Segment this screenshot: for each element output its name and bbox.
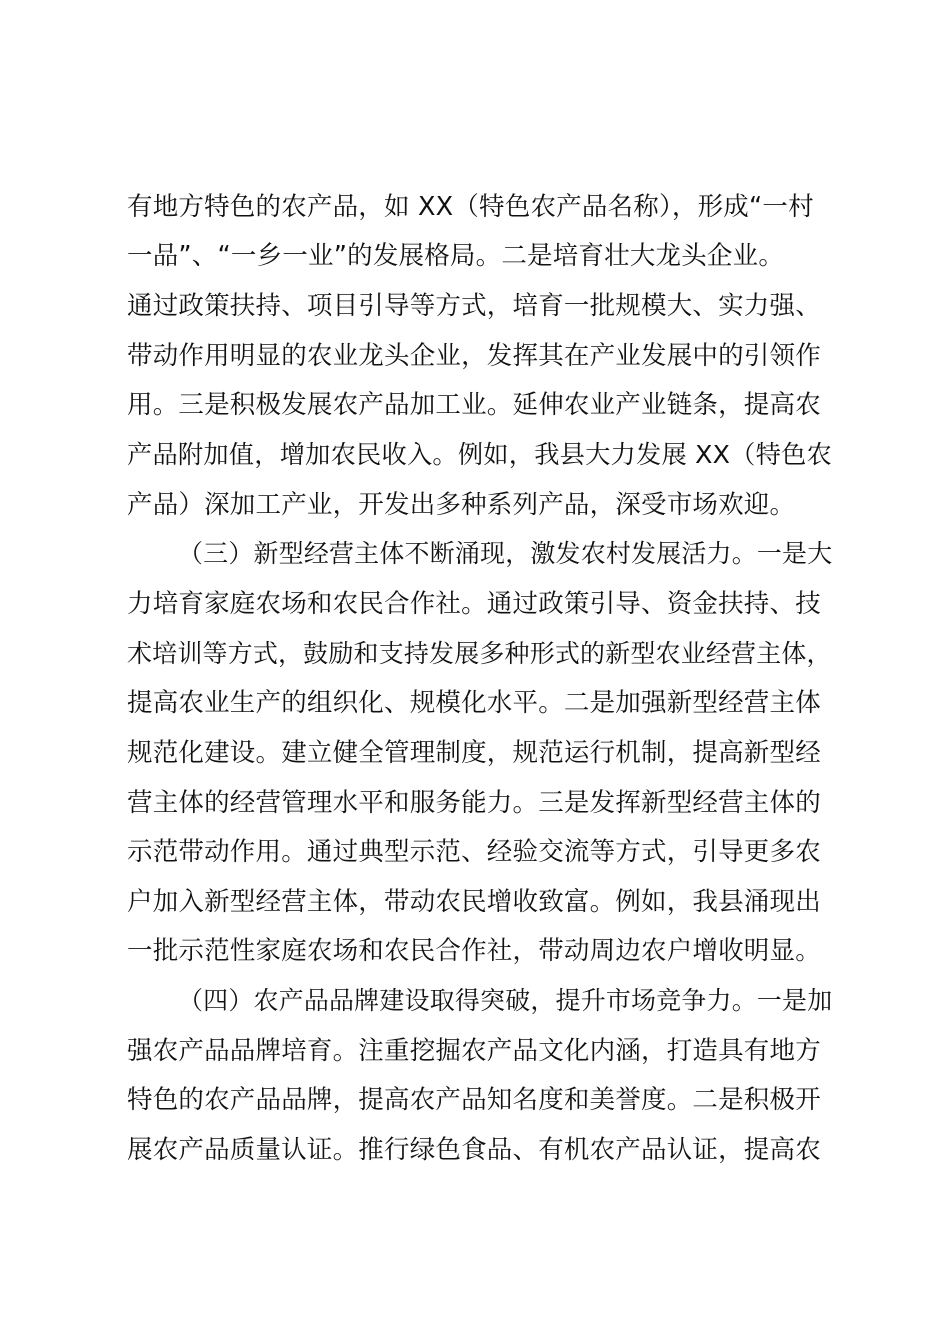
- text-line: 示范带动作用。通过典型示范、经验交流等方式，引导更多农: [127, 837, 821, 867]
- text-line: 产品）深加工产业，开发出多种系列产品，深受市场欢迎。: [127, 490, 796, 520]
- text-line: 力培育家庭农场和农民合作社。通过政策引导、资金扶持、技: [127, 589, 821, 619]
- text-line: 强农产品品牌培育。注重挖掘农产品文化内涵，打造具有地方: [127, 1036, 821, 1066]
- text-line: 规范化建设。建立健全管理制度，规范运行机制，提高新型经: [127, 738, 821, 768]
- paragraph-heading-line: （三）新型经营主体不断涌现，激发农村发展活力。一是大: [178, 539, 833, 568]
- text-line: 用。三是积极发展农产品加工业。延伸农业产业链条，提高农: [127, 390, 821, 420]
- paragraph-heading-line: （四）农产品品牌建设取得突破，提升市场竞争力。一是加: [178, 986, 833, 1015]
- text-line: 带动作用明显的农业龙头企业，发挥其在产业发展中的引领作: [127, 341, 821, 371]
- text-line: 有地方特色的农产品，如 XX（特色农产品名称），形成“一村: [127, 192, 814, 222]
- text-line: 展农产品质量认证。推行绿色食品、有机农产品认证，提高农: [127, 1135, 821, 1165]
- text-line: 特色的农产品品牌，提高农产品知名度和美誉度。二是积极开: [127, 1085, 821, 1115]
- text-line: 术培训等方式，鼓励和支持发展多种形式的新型农业经营主体，: [127, 639, 832, 668]
- text-line: 一批示范性家庭农场和农民合作社，带动周边农户增收明显。: [127, 936, 821, 966]
- text-line: 户加入新型经营主体，带动农民增收致富。例如，我县涌现出: [127, 887, 821, 917]
- text-line: 一品”、“一乡一业”的发展格局。二是培育壮大龙头企业。: [127, 241, 785, 271]
- text-line: 通过政策扶持、项目引导等方式，培育一批规模大、实力强、: [127, 291, 821, 321]
- text-line: 提高农业生产的组织化、规模化水平。二是加强新型经营主体: [127, 688, 821, 718]
- text-line: 营主体的经营管理水平和服务能力。三是发挥新型经营主体的: [127, 788, 821, 818]
- text-line: 产品附加值，增加农民收入。例如，我县大力发展 XX（特色农: [127, 440, 832, 469]
